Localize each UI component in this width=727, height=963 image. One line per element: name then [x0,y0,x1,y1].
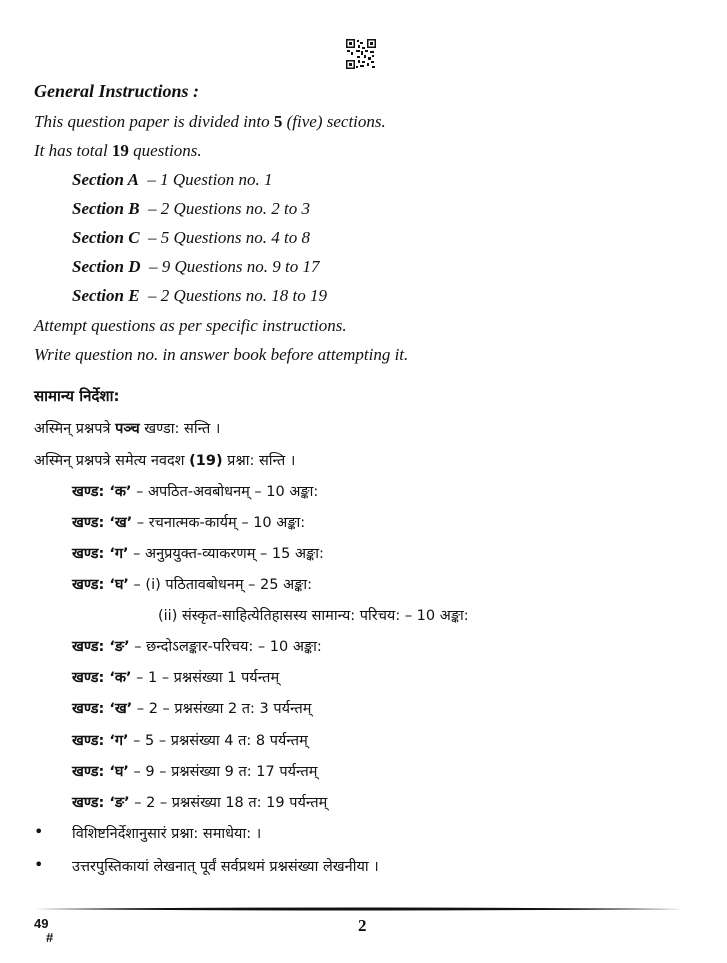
write-instruction: Write question no. in answer book before attempting it. [34,345,409,364]
section-label: Section C [72,228,140,247]
text-part: प्रश्ना: सन्ति । [222,453,296,469]
khand-label: खण्ड: ‘ग’ [72,733,129,749]
section-d-line [72,257,319,277]
section-c-line [72,228,310,248]
khand-ka-marks [72,481,318,501]
questions-number: 19 [111,141,129,160]
khand-text: – अपठित-अवबोधनम् – 10 अङ्का: [131,484,319,500]
bullet-icon: • [34,822,44,841]
khand-label: खण्ड: ‘ख’ [72,515,133,531]
text-part: अस्मिन् प्रश्नपत्रे [34,421,116,437]
khand-label: खण्ड: ‘घ’ [72,577,129,593]
khand-ka-questions [72,667,279,687]
paper-code [34,917,53,945]
khand-text: – रचनात्मक-कार्यम् – 10 अङ्का: [132,515,306,531]
khand-label: खण्ड: ‘क’ [72,484,132,500]
section-text: – 2 Questions no. 2 to 3 [148,199,311,218]
instruction-questions-count [34,141,202,161]
khand-nga-marks [72,636,322,656]
khand-text: – 9 – प्रश्नसंख्या 9 त: 17 पर्यन्तम् [128,764,318,780]
khand-gha-marks [72,574,312,594]
section-b-line [72,199,310,219]
section-label: Section A [72,170,139,189]
khand-text: – अनुप्रयुक्त-व्याकरणम् – 15 अङ्का: [128,546,324,562]
text-bold: (19) [189,453,223,469]
khand-gha-sub-ii: (ii) संस्कृत-साहित्येतिहासस्य सामान्य: परिचय: – 10 अङ्का: [158,608,469,624]
section-text: – 5 Questions no. 4 to 8 [148,228,311,247]
khand-text: – 5 – प्रश्नसंख्या 4 त: 8 पर्यन्तम् [128,733,308,749]
section-label: Section D [72,257,141,276]
instruction-sections-count [34,112,386,132]
khand-text: – 2 – प्रश्नसंख्या 18 त: 19 पर्यन्तम् [129,795,328,811]
khand-label: खण्ड: ‘ग’ [72,546,129,562]
text-part: अस्मिन् प्रश्नपत्रे समेत्य नवदश [34,453,190,469]
khand-gha-questions [72,761,317,781]
sections-number: 5 [273,112,283,131]
khand-ga-marks [72,543,324,563]
text-part: questions. [128,141,202,160]
khand-label: खण्ड: ‘क’ [72,670,132,686]
attempt-instruction: Attempt questions as per specific instructions. [34,316,347,335]
khand-label: खण्ड: ‘ख’ [72,701,133,717]
khand-text: – छन्दोऽलङ्कार-परिचय: – 10 अङ्का: [129,639,322,655]
section-label: Section E [72,286,140,305]
section-e-line [72,286,327,306]
general-instructions-title: General Instructions : [34,81,200,101]
khand-nga-questions [72,792,327,812]
bullet-item-2: उत्तरपुस्तिकायां लेखनात् पूर्वं सर्वप्रथमं प्रश्नसंख्या लेखनीया । [72,859,379,875]
khand-text: – 2 – प्रश्नसंख्या 2 त: 3 पर्यन्तम् [132,701,312,717]
qr-code [346,39,376,69]
text-part: खण्डा: सन्ति । [139,421,221,437]
khand-label: खण्ड: ‘ङ’ [72,795,130,811]
paper-code-number: 49 [34,916,49,931]
text-part: It has total [34,141,112,160]
bullet-icon: • [34,855,44,874]
khand-ga-questions [72,730,308,750]
samanya-nirdesha-title: सामान्य निर्देशा: [34,387,120,405]
section-text: – 9 Questions no. 9 to 17 [148,257,320,276]
text-part: This question paper is divided into [34,112,274,131]
khand-text: – 1 – प्रश्नसंख्या 1 पर्यन्तम् [131,670,280,686]
khand-kha-questions [72,698,311,718]
section-text: – 2 Questions no. 18 to 19 [148,286,328,305]
sanskrit-questions-line [34,450,295,470]
khand-label: खण्ड: ‘घ’ [72,764,129,780]
section-text: – 1 Question no. 1 [147,170,273,189]
text-bold: पञ्च [115,421,140,437]
footer-rule [34,907,684,911]
khand-kha-marks [72,512,305,532]
paper-code-hash: # [46,930,54,945]
section-a-line [72,170,273,190]
page-number: 2 [358,916,367,935]
bullet-item-1: विशिष्टनिर्देशानुसारं प्रश्ना: समाधेया: । [72,826,262,842]
khand-text: – (i) पठितावबोधनम् – 25 अङ्का: [128,577,312,593]
section-label: Section B [72,199,140,218]
khand-label: खण्ड: ‘ङ’ [72,639,130,655]
sanskrit-sections-line [34,418,220,438]
text-part: (five) sections. [282,112,386,131]
